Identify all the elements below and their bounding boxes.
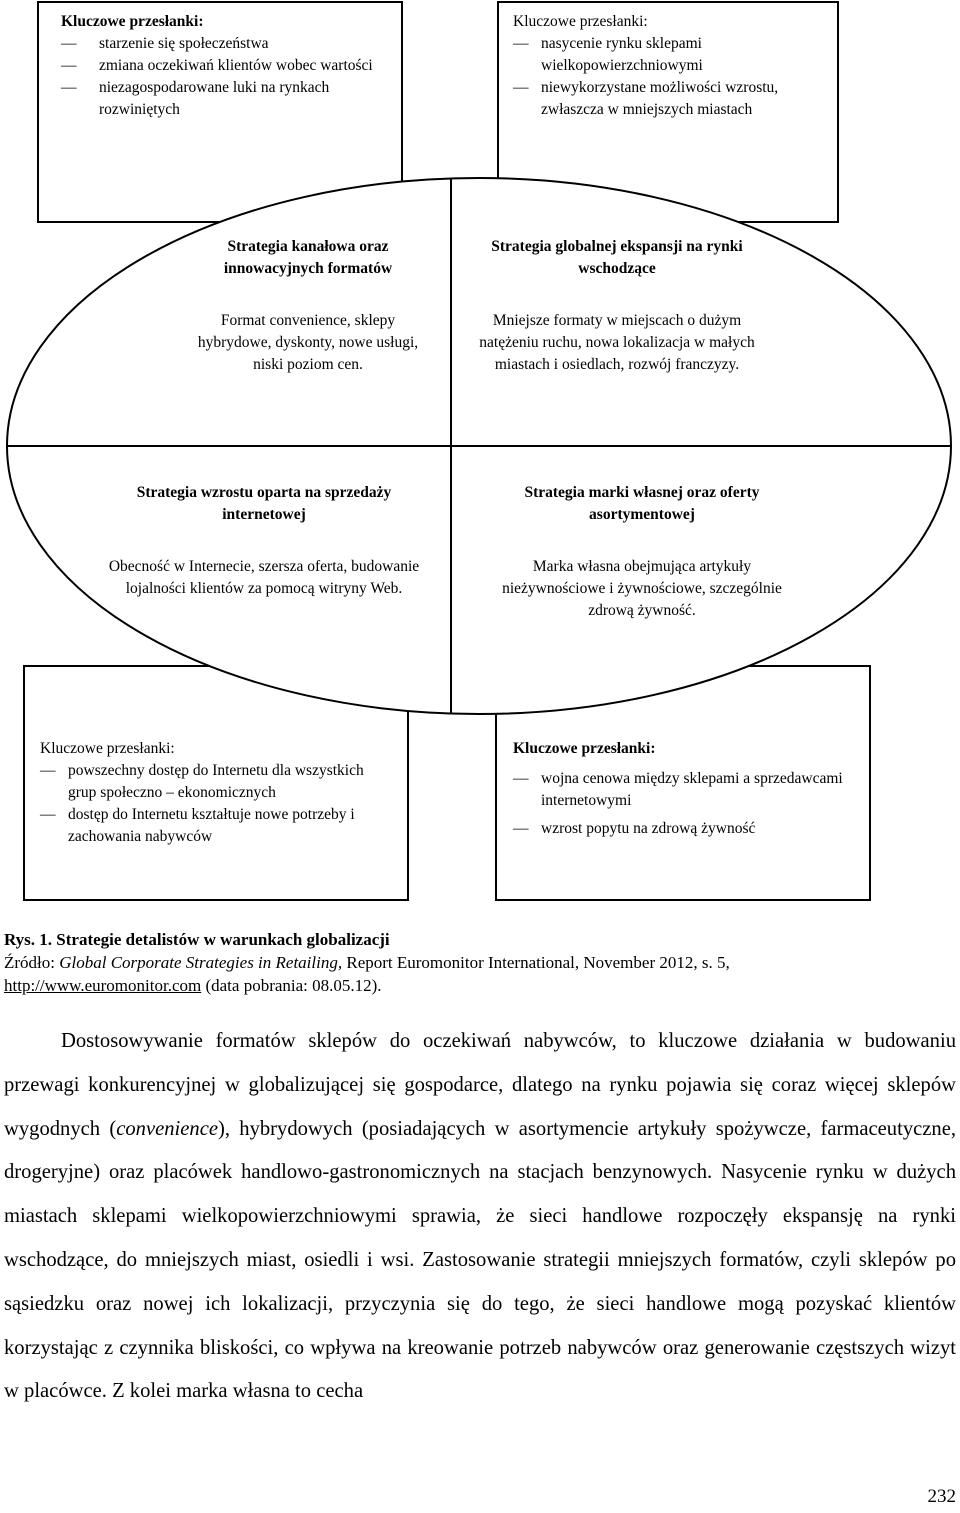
premise-item: — powszechny dostęp do Internetu dla wszystkich grup społeczno – ekonomicznych (40, 760, 370, 804)
premise-item: — starzenie się społeczeństwa (61, 33, 391, 55)
premises-heading: Kluczowe przesłanki: (513, 13, 648, 30)
source-prefix: Źródło: (4, 953, 60, 972)
source-link[interactable]: http://www.euromonitor.com (4, 976, 202, 995)
paragraph-text-a: Dostosowywanie formatów sklepów do oczekiwań nabywców, to kluczowe działania w budowaniu przewagi konkurencyjnej w globalizującej się gospodarce, dlatego na rynku pojawia się coraz więcej sklepów wygodnych ( (4, 1030, 956, 1140)
premise-item: — niewykorzystane możliwości wzrostu, zwłaszcza w mniejszych miastach (513, 77, 828, 121)
quadrant-description: Mniejsze formaty w miejscach o dużym natężeniu ruchu, nowa lokalizacja w małych miastach i osiedlach, rozwój franczyzy. (479, 312, 755, 373)
quadrant-channel-strategy (190, 236, 426, 376)
quadrant-internet-sales (94, 482, 434, 600)
page-number: 232 (927, 1486, 956, 1507)
premises-top-left (61, 11, 391, 121)
premises-top-right (513, 11, 828, 121)
premise-item: — wojna cenowa między sklepami a sprzedawcami internetowymi (513, 768, 853, 812)
premise-item: — dostęp do Internetu kształtuje nowe potrzeby i zachowania nabywców (40, 804, 370, 848)
premises-bottom-right (513, 738, 853, 840)
premises-heading: Kluczowe przesłanki: (40, 740, 175, 757)
source-date: (data pobrania: 08.05.12). (201, 976, 382, 995)
quadrant-title: Strategia globalnej ekspansji na rynki wschodzące (491, 238, 743, 277)
source-title: Global Corporate Strategies in Retailing, (59, 953, 343, 972)
premise-item: — zmiana oczekiwań klientów wobec wartości (61, 55, 391, 77)
figure-source (4, 951, 956, 997)
paragraph-text-b: ), hybrydowych (posiadających w asortymencie artykuły spożywcze, farmaceutyczne, drogeryjne) oraz placówek handlowo-gastronomicznych na stacjach benzynowych. Nasycenie rynku w dużych miastach sklepami wielkopowierzchniowymi sprawia, że sieci handlowe rozpoczęły ekspansję na rynki wschodzące, do mniejszych miast, osiedli i wsi. Zastosowanie strategii mniejszych formatów, czyli sklepów po sąsiedzku oraz nowej ich lokalizacji, przyczynia się do tego, że sieci handlowe mogą pozyskać klientów korzystając z czynnika bliskości, co wpływa na kreowanie potrzeb nabywców oraz generowanie częstszych wizyt w placówce. Z kolei marka własna to cecha (4, 1117, 956, 1403)
quadrant-description: Obecność w Internecie, szersza oferta, budowanie lojalności klientów za pomocą witryny Web. (108, 558, 420, 597)
source-details: Report Euromonitor International, November 2012, s. 5, (342, 953, 730, 972)
quadrant-global-expansion (472, 236, 762, 376)
paragraph-emphasis: convenience (116, 1117, 218, 1140)
premise-item: — nasycenie rynku sklepami wielkopowierzchniowymi (513, 33, 828, 77)
premises-bottom-left (40, 738, 370, 848)
quadrant-description: Marka własna obejmująca artykuły nieżywnościowe i żywnościowe, szczególnie zdrową żywność. (502, 558, 782, 619)
figure-title: Rys. 1. Strategie detalistów w warunkach globalizacji (4, 930, 390, 949)
body-paragraph (4, 1020, 956, 1414)
premises-heading: Kluczowe przesłanki: (513, 740, 656, 757)
quadrant-title: Strategia marki własnej oraz oferty asortymentowej (524, 484, 760, 523)
figure-caption (4, 928, 956, 997)
premise-item: — wzrost popytu na zdrową żywność (513, 818, 853, 840)
quadrant-description: Format convenience, sklepy hybrydowe, dyskonty, nowe usługi, niski poziom cen. (197, 312, 419, 373)
premise-item: — niezagospodarowane luki na rynkach rozwiniętych (61, 77, 391, 121)
quadrant-private-label (482, 482, 802, 622)
quadrant-title: Strategia kanałowa oraz innowacyjnych formatów (223, 238, 393, 277)
premises-heading: Kluczowe przesłanki: (61, 13, 204, 30)
quadrant-title: Strategia wzrostu oparta na sprzedaży internetowej (136, 484, 392, 523)
